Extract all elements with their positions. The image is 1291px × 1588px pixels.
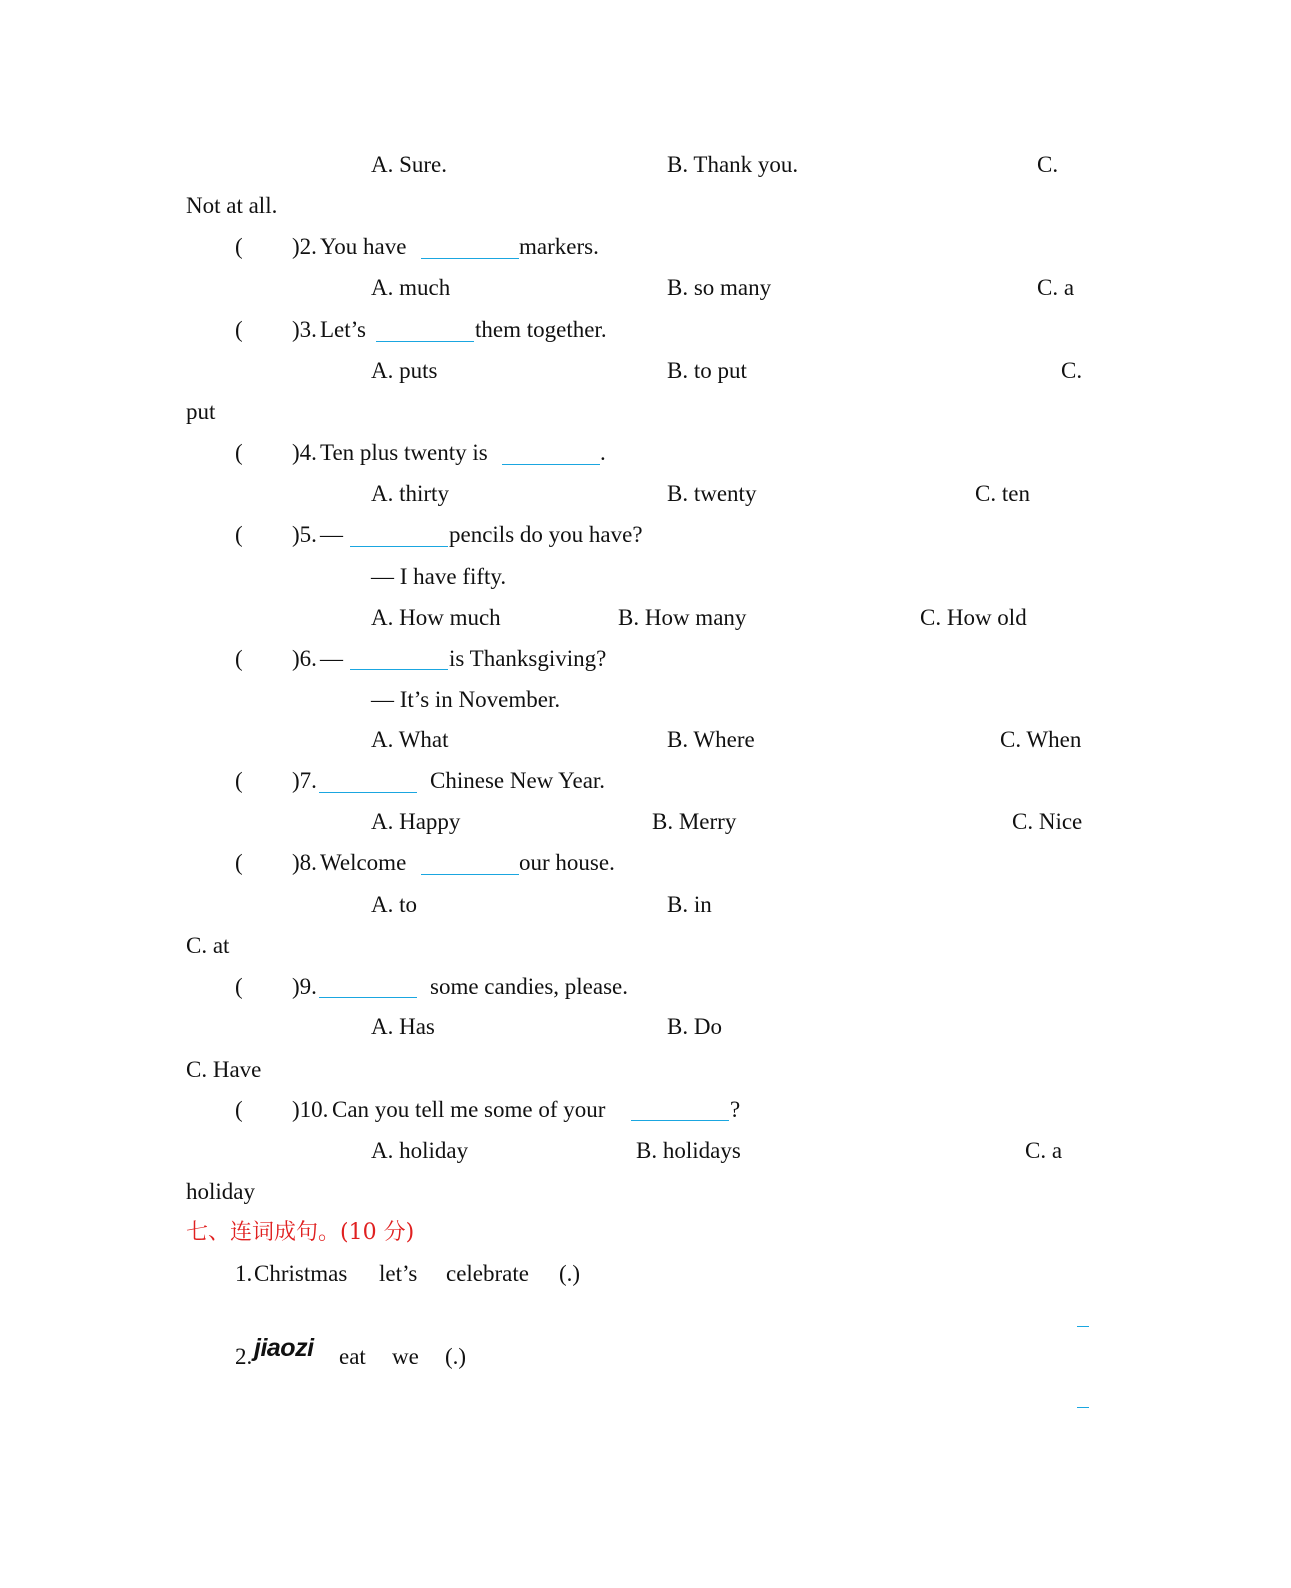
q5-blank[interactable] [350,546,448,547]
s1-word-1: Christmas [254,1261,348,1286]
q6-option-c: C. When [1000,727,1082,752]
q5-number: )5. [292,522,317,547]
q8-option-b: B. in [667,892,712,917]
q8-blank[interactable] [421,874,519,875]
q5-answer: — I have fifty. [371,564,507,589]
section7-heading: 七、连词成句。(10 分) [186,1220,415,1245]
s1-word-4: (.) [559,1261,581,1286]
q3-option-c-text: put [186,399,216,424]
q8-option-c: C. at [186,933,230,958]
q10-blank[interactable] [631,1120,729,1121]
q6-option-b: B. Where [667,727,755,752]
q8-stem-before: Welcome [320,850,407,875]
q2-stem-before: You have [320,234,407,259]
s1-word-2: let’s [379,1261,418,1286]
q9-number: )9. [292,974,317,999]
q8-number: )8. [292,850,317,875]
q1-option-a: A. Sure. [371,152,448,177]
q7-blank[interactable] [319,792,417,793]
q9-blank[interactable] [319,997,417,998]
q2-option-a: A. much [371,275,451,300]
q9-option-a: A. Has [371,1014,435,1039]
s2-word-2: eat [339,1344,366,1369]
q2-option-c: C. a [1037,275,1075,300]
q5-dash: — [320,522,343,547]
q4-stem-after: . [600,440,606,465]
q4-paren: ( [235,440,243,465]
q3-option-a: A. puts [371,358,438,383]
s2-answer-line[interactable] [1077,1407,1089,1408]
q3-paren: ( [235,317,243,342]
q10-option-a: A. holiday [371,1138,469,1163]
q10-option-c-text: holiday [186,1179,255,1204]
q10-paren: ( [235,1097,243,1122]
q2-stem-after: markers. [519,234,599,259]
q9-option-b: B. Do [667,1014,722,1039]
s1-answer-line[interactable] [1077,1326,1089,1327]
q4-stem-before: Ten plus twenty is [320,440,488,465]
q3-option-c-label: C. [1061,358,1083,383]
q6-stem-after: is Thanksgiving? [449,646,607,671]
q7-option-a: A. Happy [371,809,461,834]
q10-option-c-label: C. a [1025,1138,1063,1163]
q1-option-c-text: Not at all. [186,193,278,218]
q5-option-a: A. How much [371,605,501,630]
q4-option-a: A. thirty [371,481,449,506]
q3-blank[interactable] [376,341,474,342]
s1-word-3: celebrate [446,1261,529,1286]
s2-number: 2. [235,1344,253,1369]
q5-option-c: C. How old [920,605,1027,630]
q2-paren: ( [235,234,243,259]
q2-number: )2. [292,234,317,259]
q7-stem-after: Chinese New Year. [430,768,606,793]
q5-stem-after: pencils do you have? [449,522,643,547]
q9-paren: ( [235,974,243,999]
q4-blank[interactable] [502,464,600,465]
q7-option-c: C. Nice [1012,809,1083,834]
q4-number: )4. [292,440,317,465]
s2-word-3: we [392,1344,419,1369]
q8-stem-after: our house. [519,850,615,875]
q9-option-c: C. Have [186,1057,262,1082]
q6-number: )6. [292,646,317,671]
q6-answer: — It’s in November. [371,687,561,712]
q6-option-a: A. What [371,727,449,752]
q1-option-c-label: C. [1037,152,1059,177]
q3-number: )3. [292,317,317,342]
q10-number: )10. [292,1097,329,1122]
q6-blank[interactable] [350,669,448,670]
q3-stem-before: Let’s [320,317,366,342]
s2-word-4: (.) [445,1344,467,1369]
s2-word-1: jiaozi [254,1334,314,1362]
q3-option-b: B. to put [667,358,747,383]
q1-option-b: B. Thank you. [667,152,799,177]
q10-option-b: B. holidays [636,1138,741,1163]
q6-paren: ( [235,646,243,671]
q4-option-c: C. ten [975,481,1030,506]
q7-number: )7. [292,768,317,793]
q2-option-b: B. so many [667,275,772,300]
q5-paren: ( [235,522,243,547]
q5-option-b: B. How many [618,605,747,630]
q7-option-b: B. Merry [652,809,737,834]
q10-stem-before: Can you tell me some of your [332,1097,606,1122]
s1-number: 1. [235,1261,253,1286]
q8-option-a: A. to [371,892,417,917]
q4-option-b: B. twenty [667,481,757,506]
q7-paren: ( [235,768,243,793]
q8-paren: ( [235,850,243,875]
q10-stem-after: ? [730,1097,741,1122]
q2-blank[interactable] [421,258,519,259]
q9-stem-after: some candies, please. [430,974,628,999]
q3-stem-after: them together. [475,317,607,342]
q6-dash: — [320,646,343,671]
